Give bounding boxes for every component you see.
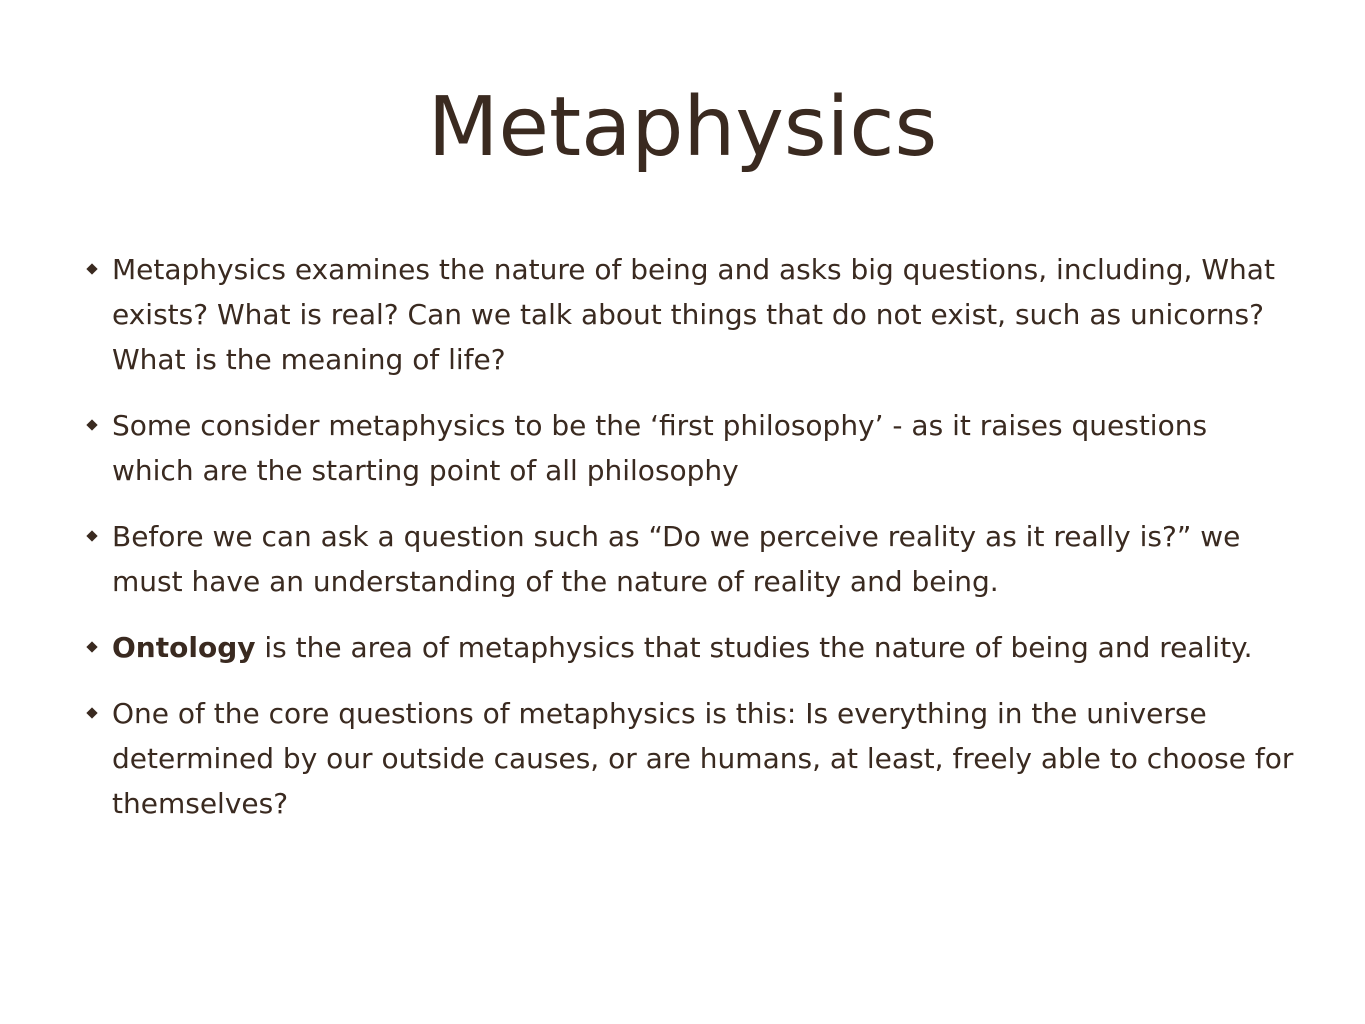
- diamond-bullet-icon: [86, 641, 97, 652]
- bullet-item: [84, 247, 1294, 382]
- bullet-text: is the area of metaphysics that studies the nature of being and reality.: [255, 631, 1253, 664]
- bullet-text: Some consider metaphysics to be the ‘first philosophy’ - as it raises questions which are the starting point of all philosophy: [112, 409, 1208, 487]
- bullet-item: [84, 514, 1294, 604]
- bullet-text: Metaphysics examines the nature of being and asks big questions, including, What exists? What is real? Can we talk about things that do not exist, such as unicorns? What is the meaning of life?: [112, 253, 1275, 376]
- diamond-bullet-icon: [86, 707, 97, 718]
- diamond-bullet-icon: [86, 530, 97, 541]
- bullet-item: [84, 691, 1294, 826]
- slide-title: Metaphysics: [427, 80, 938, 175]
- diamond-bullet-icon: [86, 419, 97, 430]
- bullet-list: [84, 247, 1294, 847]
- diamond-bullet-icon: [86, 263, 97, 274]
- bullet-item: [84, 625, 1294, 670]
- bullet-text: One of the core questions of metaphysics is this: Is everything in the universe determined by our outside causes, or are humans, at least, freely able to choose for themselves?: [112, 697, 1294, 820]
- bullet-item: [84, 403, 1294, 493]
- bold-term-ontology: Ontology: [112, 631, 256, 664]
- bullet-text: Before we can ask a question such as “Do we perceive reality as it really is?” we must have an understanding of the nature of reality and being.: [112, 520, 1241, 598]
